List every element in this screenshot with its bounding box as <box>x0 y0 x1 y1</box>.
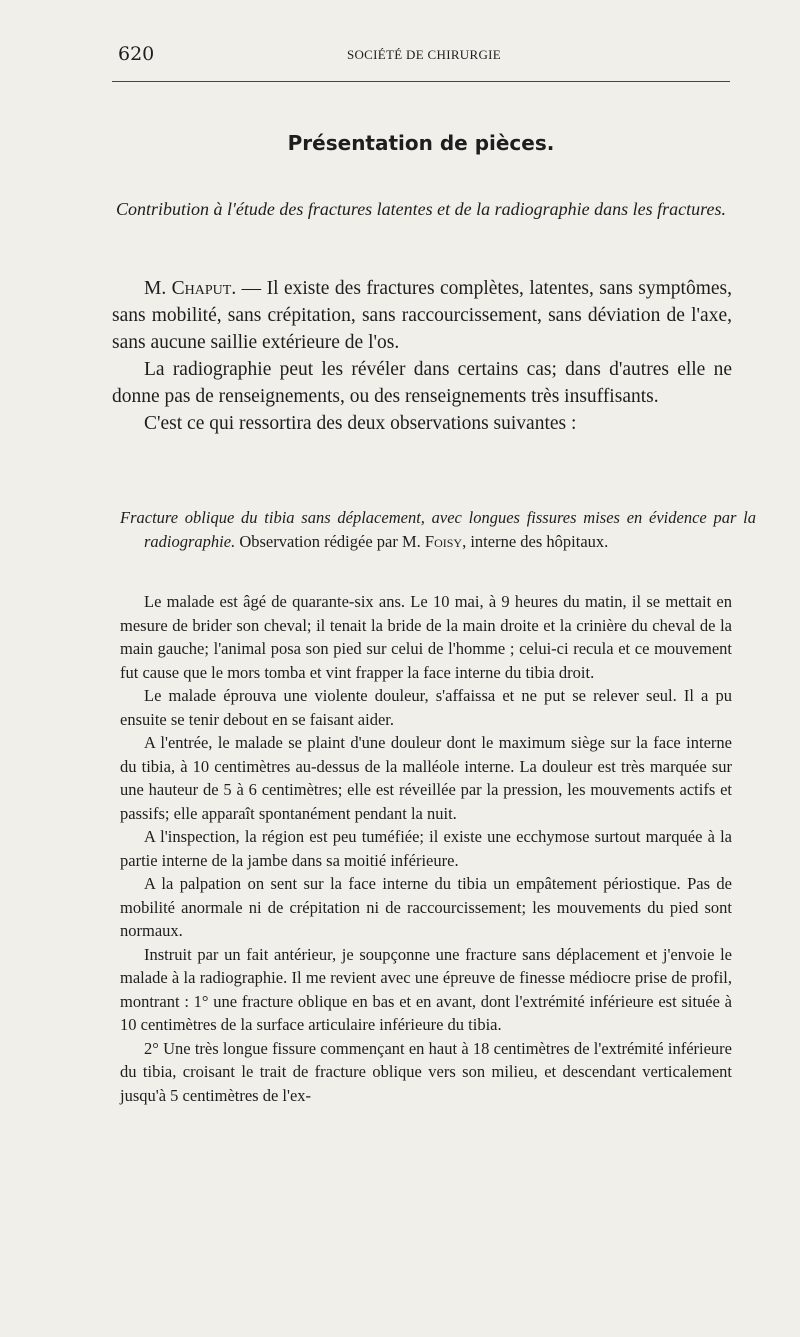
intro-text <box>112 275 732 437</box>
observation-paragraph: A la palpation on sent sur la face interne du tibia un empâtement périostique. Pas de mobilité anormale ni de crépitation ni de raccourcissement; les mouvements du pied sont normaux. <box>120 874 732 940</box>
observation-title-rest: Observation rédigée par M. <box>235 532 425 551</box>
article-title: Contribution à l'étude des fractures latentes et de la radiographie dans les fractures. <box>116 199 726 219</box>
intro-paragraph: La radiographie peut les révéler dans certains cas; dans d'autres elle ne donne pas de renseignements, ou des renseignements très insuffisants. <box>112 359 732 407</box>
intro-paragraph: C'est ce qui ressortira des deux observations suivantes : <box>144 413 577 434</box>
observation-paragraph: A l'inspection, la région est peu tuméfiée; il existe une ecchymose surtout marquée à la partie interne de la jambe dans sa moitié inférieure. <box>120 827 732 870</box>
page-number: 620 <box>118 43 155 65</box>
observation-paragraph: Le malade est âgé de quarante-six ans. Le 10 mai, à 9 heures du matin, il se mettait en mesure de brider son cheval; il tenait la bride de la main droite et la crinière du cheval de la main gauche; l'animal posa son pied sur celui de l'homme ; celui-ci recula et ce mouvement fut cause que le mors tomba et vint frapper la face interne du tibia droit. <box>120 592 732 682</box>
observation-paragraph: Instruit par un fait antérieur, je soupçonne une fracture sans déplacement et j'envoie le malade à la radiographie. Il me revient avec une épreuve de finesse médiocre prise de profil, montrant : 1° une fracture oblique en bas et en avant, dont l'extrémité inférieure est située à 10 centimètres de la surface articulaire inférieure du tibia. <box>120 944 732 1034</box>
speaker-name: M. Chaput. <box>144 278 237 299</box>
intro-paragraph <box>112 275 732 356</box>
observation-paragraph: A l'entrée, le malade se plaint d'une douleur dont le maximum siège sur la face interne du tibia, à 10 centimètres au-dessus de la malléole interne. La douleur est très marquée sur une hauteur de 5 à 6 centimètres; elle est réveillée par la pression, les mouvements actifs et passifs; elle apparaît spontanément pendant la nuit. <box>120 733 732 823</box>
header-rule <box>112 81 730 82</box>
observation-title-rest: , interne des hôpitaux. <box>462 532 609 551</box>
running-head <box>118 43 730 69</box>
observation-text <box>120 590 732 1107</box>
observation-paragraph: 2° Une très longue fissure commençant en haut à 18 centimètres de l'extrémité inférieure du tibia, croisant le trait de fracture oblique vers son milieu, et descendant verticalement jusqu'à 5 centimètres de l'ex- <box>120 1038 732 1105</box>
observation-author: Foisy <box>424 532 463 551</box>
observation-paragraph: Le malade éprouva une violente douleur, s'affaissa et ne put se relever seul. Il a pu ensuite se tenir debout en se faisant aider. <box>120 686 732 729</box>
section-heading: Présentation de pièces. <box>287 131 555 155</box>
observation-title-italic: Fracture oblique du tibia sans déplacement, avec longues fissures mises en évidence par la radiographie. <box>120 508 756 551</box>
intro-paragraph-text: — Il existe des fractures complètes, latentes, sans symptômes, sans mobilité, sans crépitation, sans raccourcissement, sans déviation de l'axe, sans aucune saillie extérieure de l'os. <box>112 278 733 353</box>
running-title: SOCIÉTÉ DE CHIRURGIE <box>346 47 502 62</box>
observation-title <box>120 506 756 554</box>
